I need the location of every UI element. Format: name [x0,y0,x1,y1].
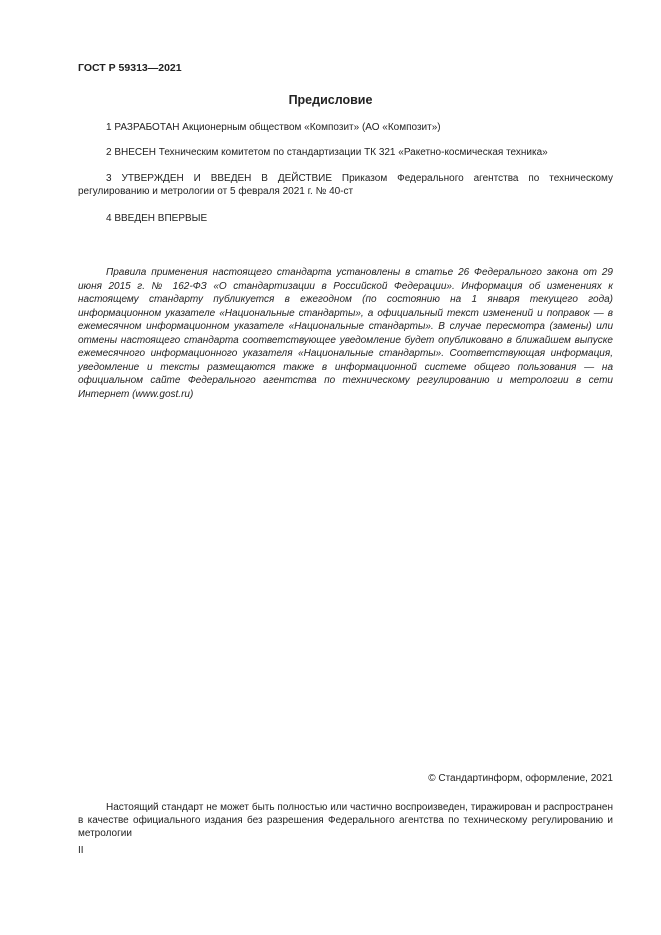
page-number: II [78,845,84,856]
reproduction-notice: Настоящий стандарт не может быть полностью или частично воспроизведен, тиражирован и распространен в качестве официального издания без разрешения Федерального агентства по техническому регулированию и метрологии [78,802,613,839]
preface-item-3: 3 УТВЕРЖДЕН И ВВЕДЕН В ДЕЙСТВИЕ Приказом Федерального агентства по техническому регулированию и метрологии от 5 февраля 2021 г. № 40-ст [78,173,613,197]
standardization-note: Правила применения настоящего стандарта установлены в статье 26 Федерального закона от 29 июня 2015 г. № 162-ФЗ «О стандартизации в Российской Федерации». Информация об изменениях к настоящему стандарту публикуется в ежегодном (по состоянию на 1 января текущего года) информационном указателе «Национальные стандарты», а официальный текст изменений и поправок — в ежемесячном информационном указателе «Национальные стандарты». В случае пересмотра (замены) или отмены настоящего стандарта соответствующее уведомление будет опубликовано в ближайшем выпуске ежемесячного информационного указателя «Национальные стандарты». Соответствующая информация, уведомление и тексты размещаются также в информационной системе общего пользования — на официальном сайте Федерального агентства по техническому регулированию и метрологии в сети Интернет (www.gost.ru) [78,267,613,400]
preface-item-1: 1 РАЗРАБОТАН Акционерным обществом «Композит» (АО «Композит») [106,122,441,133]
preface-item-4: 4 ВВЕДЕН ВПЕРВЫЕ [106,213,208,224]
copyright-notice: © Стандартинформ, оформление, 2021 [428,773,613,784]
standard-id: ГОСТ Р 59313—2021 [78,62,182,74]
preface-item-2: 2 ВНЕСЕН Техническим комитетом по стандартизации ТК 321 «Ракетно-космическая техника» [106,147,548,158]
preface-title: Предисловие [288,93,373,107]
